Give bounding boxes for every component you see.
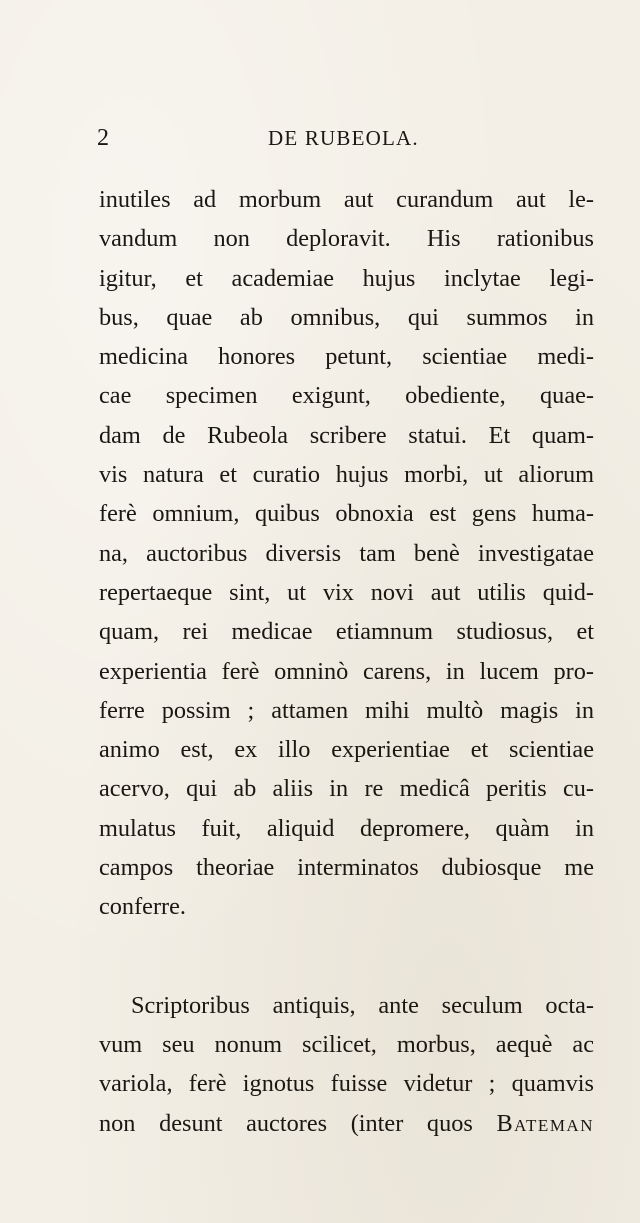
text-line: igitur, et academiae hujus inclytae legi- — [99, 264, 594, 292]
text-line: vis natura et curatio hujus morbi, ut aliorum — [99, 461, 594, 489]
text-line: dam de Rubeola scribere statui. Et quam- — [99, 421, 594, 449]
text-line: medicina honores petunt, scientiae medi- — [99, 343, 594, 371]
running-head: DE RUBEOLA. — [268, 126, 419, 150]
text-line: ferè omnium, quibus obnoxia est gens huma- — [99, 500, 594, 528]
text-line: Scriptoribus antiquis, ante seculum octa- — [131, 991, 594, 1019]
text-line: quam, rei medicae etiamnum studiosus, et — [99, 618, 594, 646]
text-line: repertaeque sint, ut vix novi aut utilis quid- — [99, 578, 594, 606]
text-line: cae specimen exigunt, obediente, quae- — [99, 382, 594, 410]
page-header — [0, 118, 640, 158]
page-number: 2 — [97, 125, 109, 151]
text-line: campos theoriae interminatos dubiosque me — [99, 854, 594, 882]
paragraph-1 — [99, 180, 594, 927]
text-line: acervo, qui ab aliis in re medicâ peritis cu- — [99, 775, 594, 803]
text-line: bus, quae ab omnibus, qui summos in — [99, 303, 594, 331]
text-line: mulatus fuit, aliquid depromere, quàm in — [99, 814, 594, 842]
text-line: ferre possim ; attamen mihi multò magis in — [99, 696, 594, 724]
text-line: vum seu nonum scilicet, morbus, aequè ac — [99, 1030, 594, 1058]
text-line: inutiles ad morbum aut curandum aut le- — [99, 186, 594, 213]
paragraph-2 — [99, 986, 594, 1143]
text-fragment: non desunt auctores (inter quos — [99, 1109, 497, 1137]
text-line: experientia ferè omninò carens, in lucem pro- — [99, 657, 594, 685]
paragraph-gap — [99, 927, 594, 986]
text-line-with-author — [99, 1104, 594, 1143]
author-name: Bateman — [496, 1109, 594, 1137]
body-text — [99, 180, 594, 1143]
text-line: conferre. — [99, 893, 186, 921]
text-line: animo est, ex illo experientiae et scientiae — [99, 736, 594, 764]
text-line: variola, ferè ignotus fuisse videtur ; quamvis — [99, 1070, 594, 1098]
text-line: na, auctoribus diversis tam benè investigatae — [99, 539, 594, 567]
text-line: vandum non deploravit. His rationibus — [99, 225, 594, 253]
